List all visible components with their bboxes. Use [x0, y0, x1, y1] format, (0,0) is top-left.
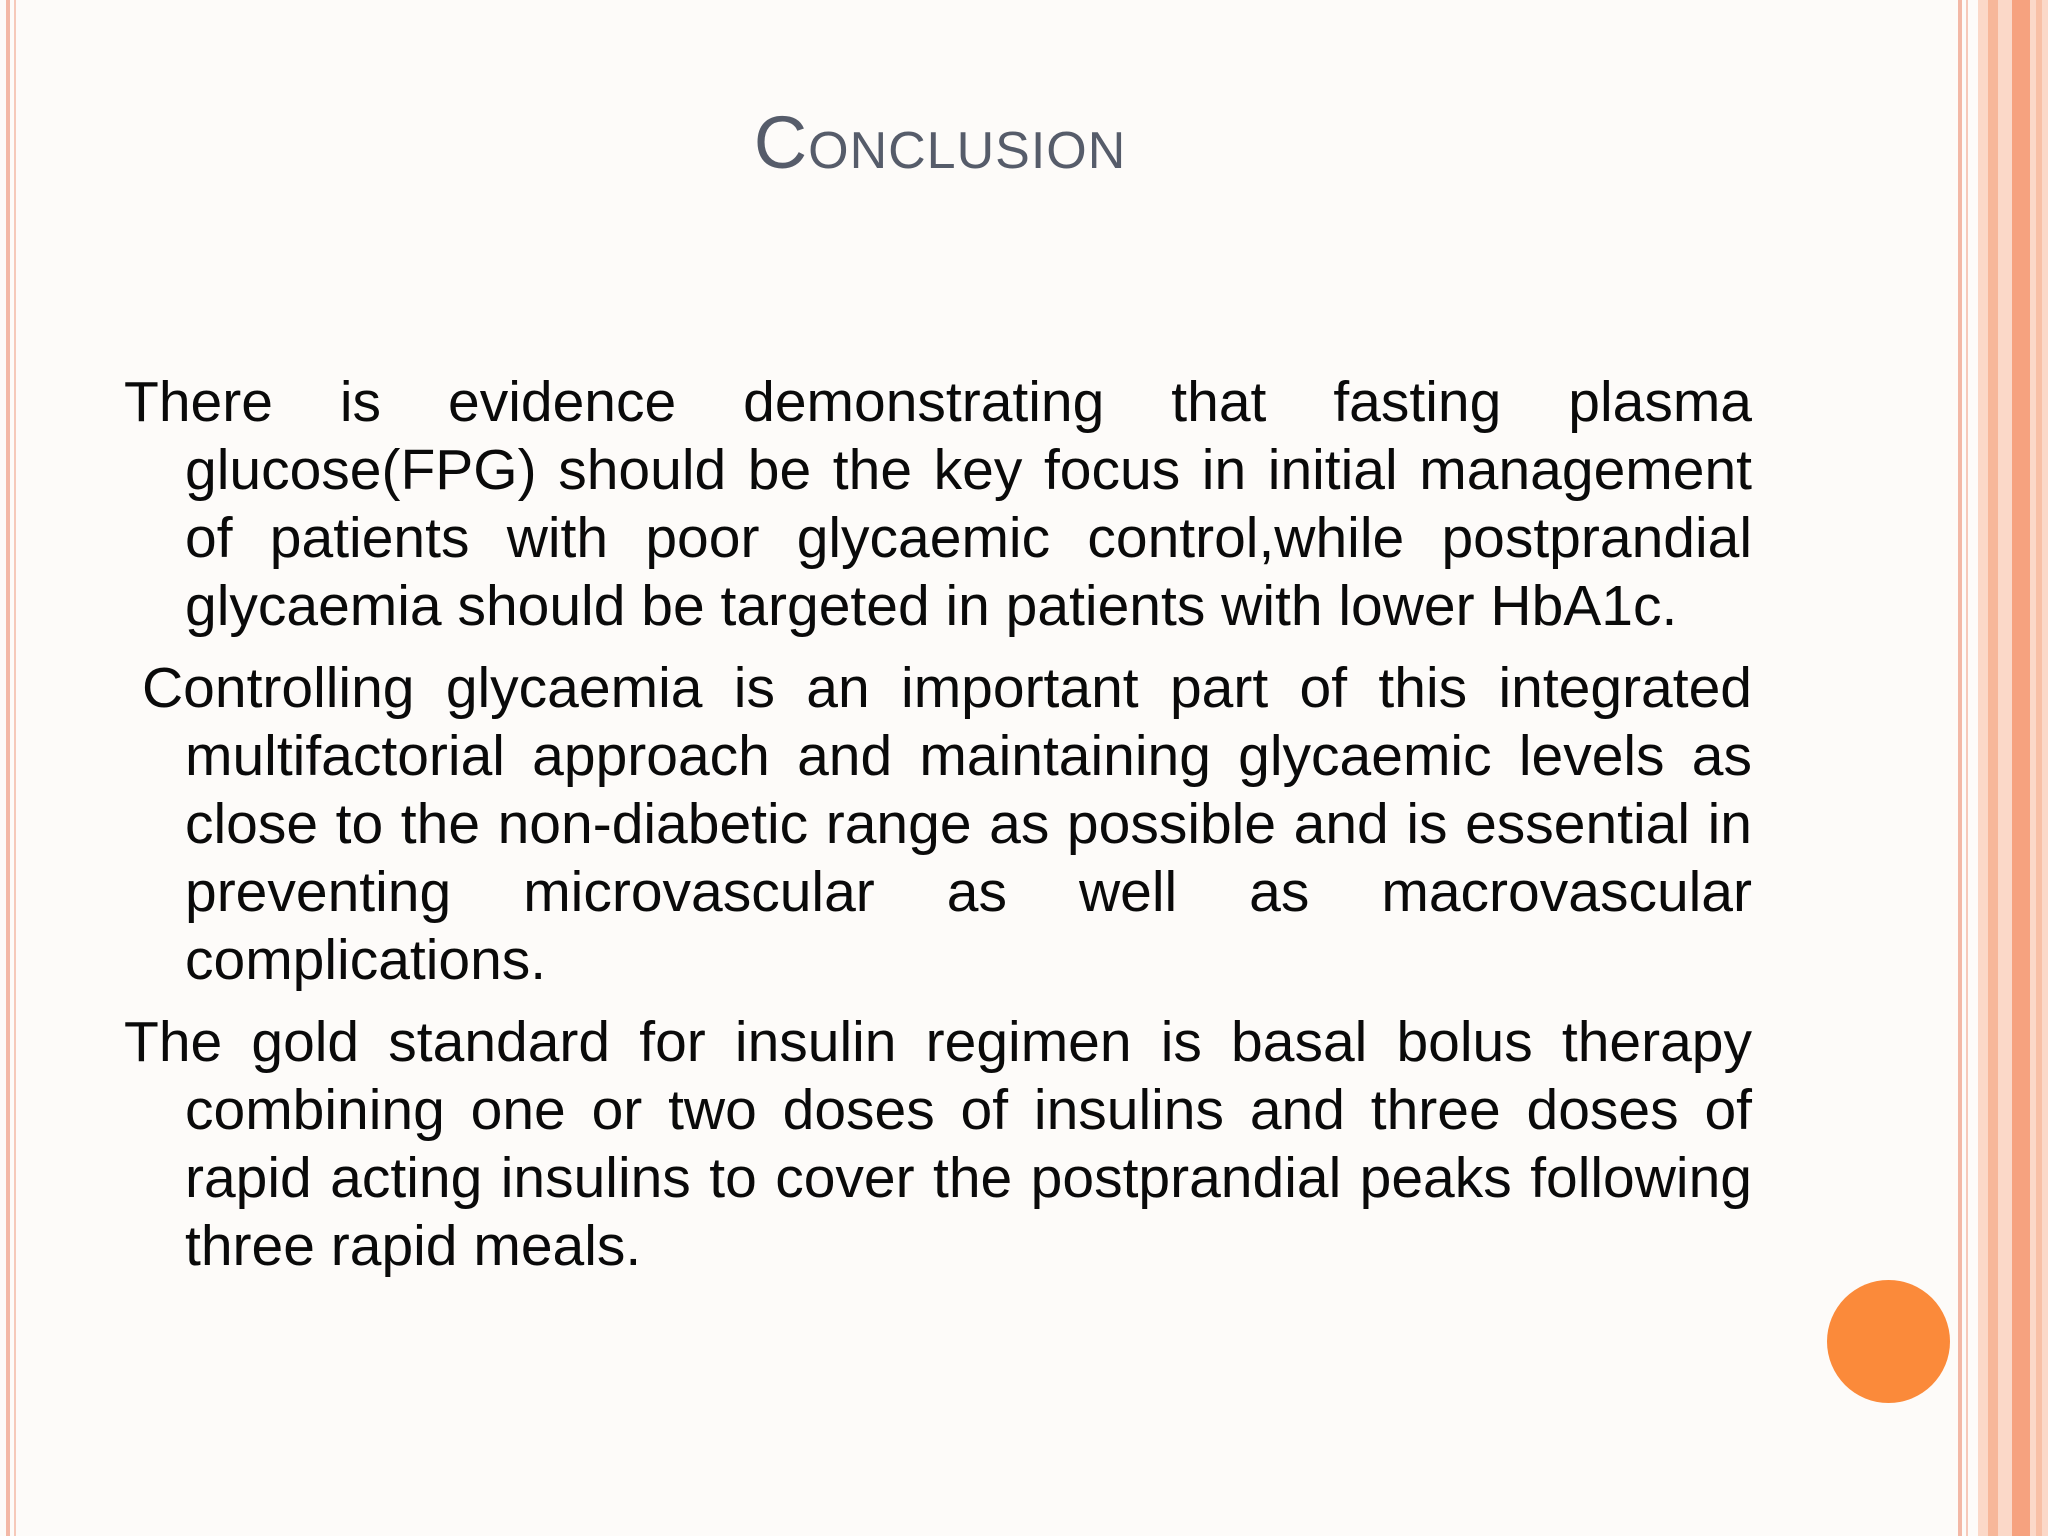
right-border-line [1958, 0, 1962, 1536]
left-border-line-thin [14, 0, 16, 1536]
paragraph-fpg: There is evidence demonstrating that fasting plasma glucose(FPG) should be the key focus in initial management of patients with poor glycaemic control,while postprandial glycaemia should be targeted in patients with lower HbA1c. [124, 370, 1752, 638]
paragraph-basal-bolus: The gold standard for insulin regimen is basal bolus therapy combining one or two doses of insulins and three doses of rapid acting insulins to cover the postprandial peaks following three rapid meals. [124, 1010, 1752, 1278]
paragraph-controlling-glycaemia: Controlling glycaemia is an important part of this integrated multifactorial approach and maintaining glycaemic levels as close to the non-diabetic range as possible and is essential in preventing microvascular as well as macrovascular complications. [142, 656, 1752, 992]
left-border-line [6, 0, 10, 1536]
right-band-stripe [2036, 0, 2042, 1536]
orange-circle-decoration [1827, 1280, 1950, 1403]
right-band-stripe [2012, 0, 2030, 1536]
slide-body [124, 368, 1752, 1294]
right-border-line-thin [1966, 0, 1968, 1536]
slide-title: Conclusion [753, 101, 1127, 184]
right-band-stripe [1988, 0, 1998, 1536]
